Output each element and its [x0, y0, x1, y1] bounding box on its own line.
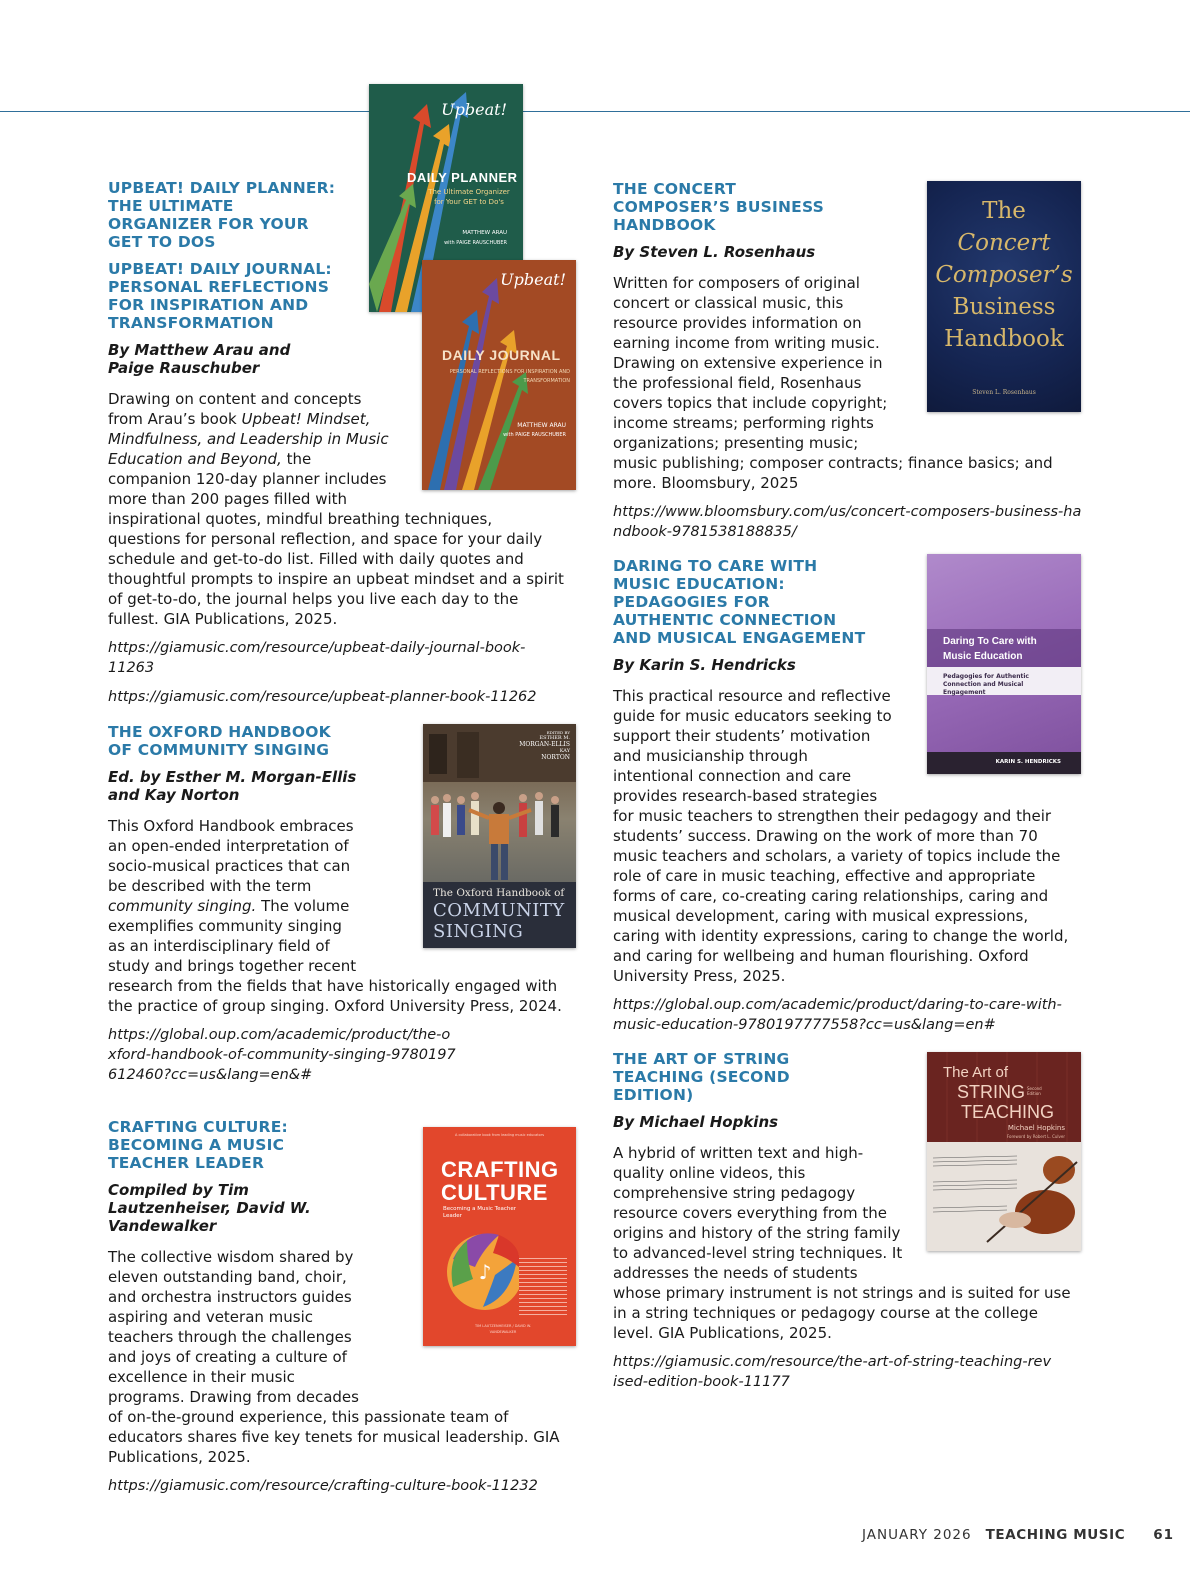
- body-text: This Oxford Handbook embraces an open-ended interpretation of socio-musical practices that can be described with the term: [108, 817, 354, 895]
- planner-brand: Upbeat!: [441, 100, 507, 119]
- article-byline: Compiled by Tim Lautzenheiser, David W. Vandewalker: [108, 1181, 311, 1235]
- article-link[interactable]: https://www.bloomsbury.com/us/concert-composers-business-handbook-9781538188835/: [613, 504, 1082, 540]
- page-number: 61: [1153, 1527, 1175, 1543]
- article-title: UPBEAT! DAILY JOURNAL: PERSONAL REFLECTIONS FOR INSPIRATION AND TRANSFORMATION: [108, 260, 332, 332]
- book-title: Upbeat! Mindset, Mindfulness, and Leadership in Music Education and Beyond,: [108, 410, 389, 468]
- magazine-name: TEACHING MUSIC: [985, 1527, 1126, 1543]
- planner-title: DAILY PLANNER: [407, 170, 518, 185]
- article-byline: Ed. by Esther M. Morgan-Ellis and Kay Norton: [108, 768, 357, 804]
- article-daring: [613, 557, 1073, 1035]
- composer-cover-author: Steven L. Rosenhaus: [972, 389, 1036, 396]
- emphasis: community singing.: [108, 897, 257, 915]
- composer-line1: The: [982, 198, 1026, 224]
- article-title: UPBEAT! DAILY PLANNER: THE ULTIMATE ORGANIZER FOR YOUR GET TO DOS: [108, 179, 336, 251]
- article-byline: By Matthew Arau and Paige Rauschuber: [108, 341, 291, 377]
- crafting-title1: CRAFTING: [441, 1157, 559, 1182]
- editor2b: NORTON: [541, 754, 570, 761]
- journal-title: DAILY JOURNAL: [442, 347, 561, 363]
- article-byline: By Steven L. Rosenhaus: [613, 243, 816, 261]
- string-cover-line3: TEACHING: [961, 1102, 1055, 1122]
- article-byline: By Karin S. Hendricks: [613, 656, 796, 674]
- crafting-authors: TIM LAUTZENHEISER / DAVID W. VANDEWALKER: [474, 1324, 531, 1334]
- body-text: Drawing on content and concepts from Arau’s book: [108, 390, 362, 428]
- crafting-topline: A collaborative book from leading music educators: [454, 1133, 545, 1137]
- article-link[interactable]: https://giamusic.com/resource/upbeat-planner-book-11262: [108, 689, 537, 705]
- editors-label: EDITED BY: [546, 730, 570, 735]
- string-cover-line1: The Art of: [943, 1064, 1009, 1081]
- composer-line2: Concert: [957, 230, 1051, 256]
- string-cover-author: Michael Hopkins: [1007, 1124, 1065, 1132]
- article-body: This practical resource and reflective guide for music educators seeking to support their students’ motivation and musicianship through intentional connection and care provides research-based strategies for music teachers to strengthen their pedagogy and their students’ success. Drawing on the work of more than 70 music teachers and scholars, a variety of topics include the role of care in music teaching, effective and appropriate forms of care, co-creating caring relationships, caring and musical development, caring with musical expressions, caring with identity expressions, caring to change the world, and caring for wellbeing and human flourishing. Oxford University Press, 2025.: [613, 687, 1069, 985]
- planner-coauthor: with PAIGE RAUSCHUBER: [444, 240, 507, 246]
- page-footer: [862, 1527, 1174, 1543]
- crafting-title2: CULTURE: [441, 1180, 548, 1205]
- editor1: ESTHER M.: [539, 735, 570, 741]
- svg-text:♪: ♪: [478, 1260, 492, 1284]
- journal-brand: Upbeat!: [500, 270, 566, 289]
- article-title: DARING TO CARE WITH MUSIC EDUCATION: PEDAGOGIES FOR AUTHENTIC CONNECTION AND MUSICAL ENGAGEMENT: [613, 557, 866, 647]
- composer-line5: Handbook: [944, 326, 1064, 352]
- editor2: KAY: [559, 748, 570, 754]
- oxford-cover-line1: The Oxford Handbook of: [433, 887, 565, 899]
- composer-line3: Composer’s: [935, 262, 1073, 288]
- oxford-cover-line2: COMMUNITY: [433, 900, 565, 921]
- article-body: The collective wisdom shared by eleven outstanding band, choir, and orchestra instructors guides aspiring and veteran music teachers through the challenges and joys of creating a culture of excellence in their music programs. Drawing from decades of on-the-ground experience, this passionate team of educators shares five key tenets for musical leadership. GIA Publications, 2025.: [108, 1248, 560, 1466]
- issue-date: JANUARY 2026: [862, 1527, 972, 1543]
- editor1b: MORGAN-ELLIS: [519, 741, 570, 748]
- string-cover-edition: Second Edition: [1027, 1086, 1042, 1096]
- composer-line4: Business: [952, 294, 1056, 320]
- article-title: CRAFTING CULTURE: BECOMING A MUSIC TEACHER LEADER: [108, 1118, 288, 1172]
- article-link[interactable]: https://giamusic.com/resource/upbeat-daily-journal-book-11263: [108, 640, 526, 676]
- article-upbeat: [108, 179, 568, 707]
- body-text: the companion 120-day planner includes more than 200 pages filled with inspirational quotes, mindful breathing techniques, questions for personal reflection, and space for your daily schedule and get-to-do list. Filled with daily quotes and thoughtful prompts to inspire an upbeat mindset and a spirit of get-to-do, the journal helps you live each day to the fullest. GIA Publications, 2025.: [108, 450, 564, 628]
- header-rule: [0, 111, 1190, 112]
- journal-coauthor: with PAIGE RAUSCHUBER: [503, 432, 566, 438]
- journal-author: MATTHEW ARAU: [517, 422, 566, 429]
- article-oxford: [108, 723, 568, 1085]
- article-crafting: [108, 1118, 568, 1496]
- article-composer: [613, 180, 1083, 542]
- article-string: [613, 1050, 1083, 1392]
- daring-cover-author: KARIN S. HENDRICKS: [995, 759, 1061, 765]
- planner-author: MATTHEW ARAU: [462, 230, 507, 236]
- crafting-subtitle: Becoming a Music Teacher Leader: [443, 1206, 517, 1219]
- article-body: Written for composers of original concert or classical music, this resource provides information on earning income from writing music. Drawing on extensive experience in the professional field, Rosenhaus covers topics that include copyright; income streams; performing rights organizations; presenting music; music publishing; composer contracts; finance basics; and more. Bloomsbury, 2025: [613, 274, 1053, 492]
- string-cover-line2: STRING: [957, 1082, 1026, 1102]
- oxford-cover-line3: SINGING: [433, 921, 524, 942]
- article-byline: By Michael Hopkins: [613, 1113, 779, 1131]
- string-cover-foreword: Foreword by Robert L. Culver: [1006, 1134, 1065, 1139]
- article-title: THE CONCERT COMPOSER’S BUSINESS HANDBOOK: [613, 180, 824, 234]
- journal-subtitle: PERSONAL REFLECTIONS FOR INSPIRATION AND TRANSFORMATION: [449, 369, 570, 384]
- article-link[interactable]: https://giamusic.com/resource/crafting-culture-book-11232: [108, 1478, 538, 1494]
- article-link[interactable]: https://global.oup.com/academic/product/the-oxford-handbook-of-community-singing-9780197612460?cc=us&lang=en&#: [108, 1027, 456, 1083]
- article-link[interactable]: https://giamusic.com/resource/the-art-of-string-teaching-revised-edition-book-11177: [613, 1354, 1052, 1390]
- planner-subtitle: The Ultimate Organizer for Your GET to Do's: [428, 188, 510, 206]
- daring-cover-subtitle: Pedagogies for Authentic Connection and Musical Engagement: [943, 673, 1029, 696]
- body-text: The volume exemplifies community singing as an interdisciplinary field of study and brings together recent research from the fields that have historically engaged with the practice of group singing. Oxford University Press, 2024.: [108, 897, 562, 1015]
- article-title: THE OXFORD HANDBOOK OF COMMUNITY SINGING: [108, 723, 331, 759]
- daring-cover-title: Daring To Care with Music Education: [943, 636, 1037, 662]
- article-body: A hybrid of written text and high-quality online videos, this comprehensive string pedagogy resource covers everything from the origins and history of the string family to advanced-level string techniques. It addresses the needs of students whose primary instrument is not strings and is suited for use in a string techniques or pedagogy course at the college level. GIA Publications, 2025.: [613, 1144, 1071, 1342]
- article-title: THE ART OF STRING TEACHING (SECOND EDITION): [613, 1050, 790, 1104]
- article-link[interactable]: https://global.oup.com/academic/product/daring-to-care-with-music-education-9780197777558?cc=us&lang=en#: [613, 997, 1062, 1033]
